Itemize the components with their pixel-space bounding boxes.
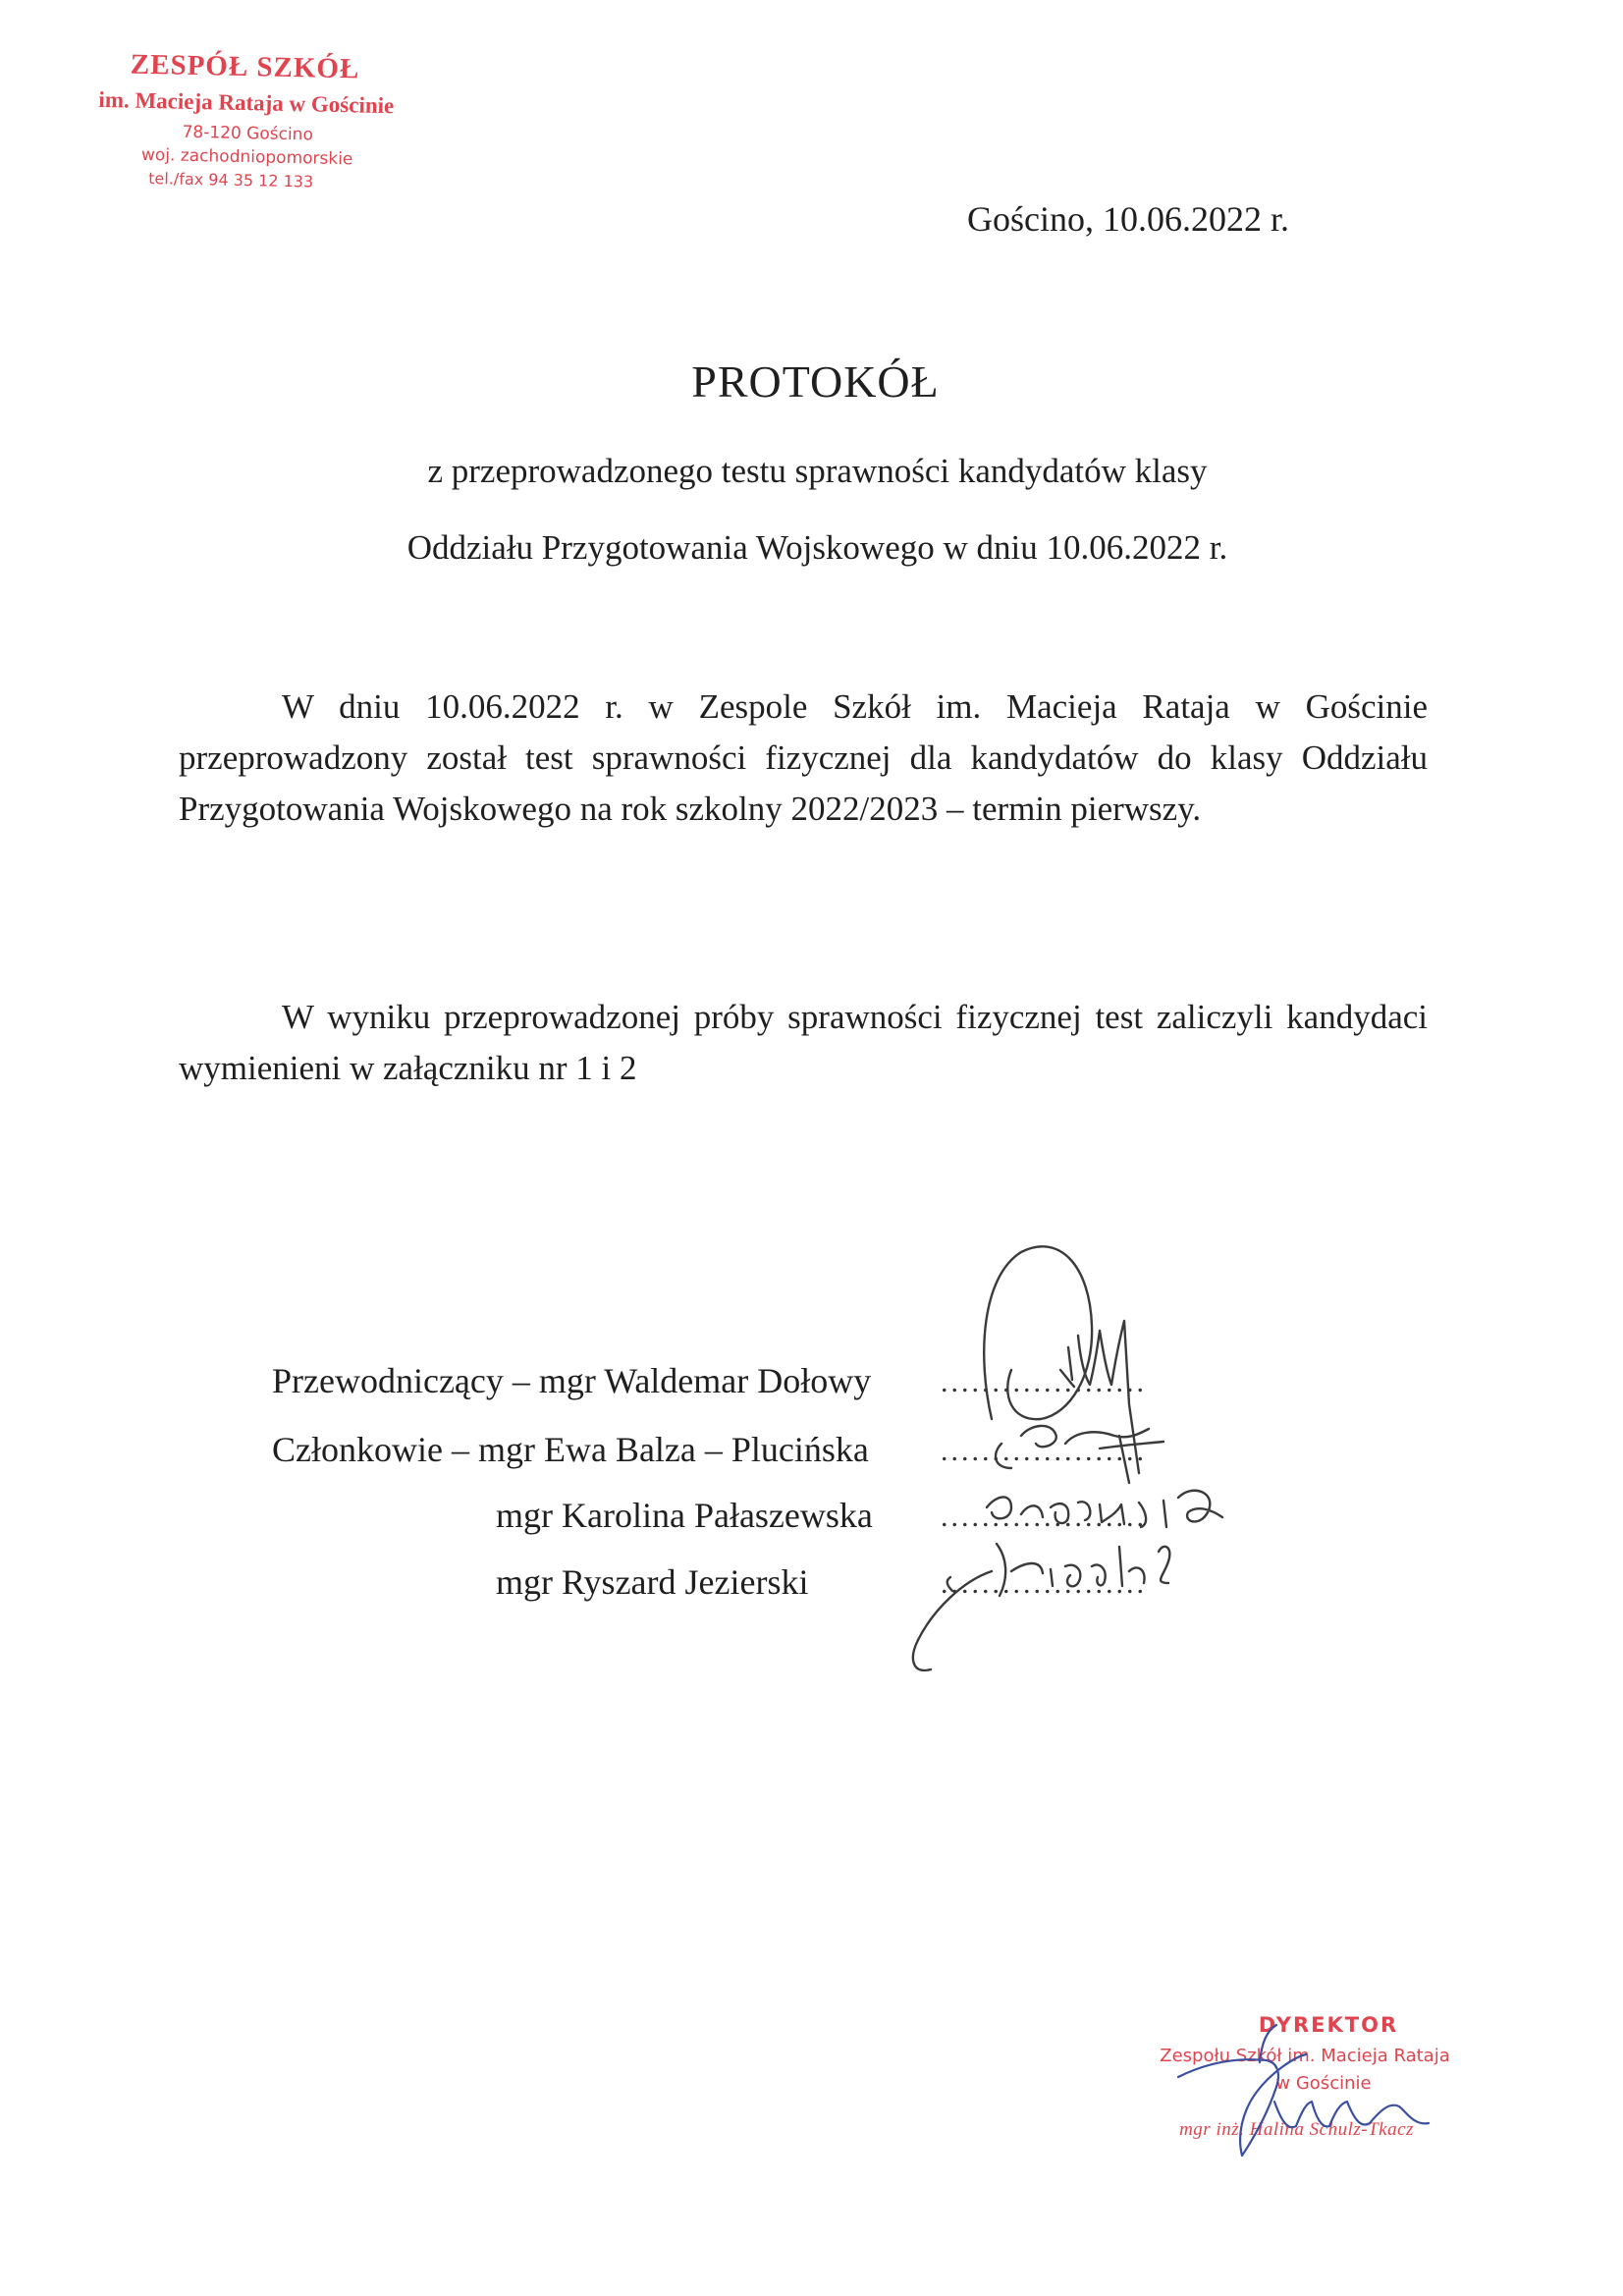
body-paragraph-1-text: W dniu 10.06.2022 r. w Zespole Szkół im. Macieja Rataja w Gościnie przeprowadzony został test sprawności fizycznej dla kandydatów do klasy Oddziału Przygotowania Wojskowego na rok szkolny 2022/2023 – termin pierwszy. [179,687,1428,828]
director-stamp-name: mgr inż. Halina Schulz-Tkacz [1179,2119,1414,2140]
body-paragraph-2-text: W wyniku przeprowadzonej próby sprawności fizycznej test zaliczyli kandydaci wymienieni w załączniku nr 1 i 2 [179,998,1428,1087]
school-stamp [54,47,430,202]
stamp-postal-address: 78-120 Gościno [182,122,314,145]
director-stamp-title: DYREKTOR [1258,2013,1399,2037]
signature-dots: .................... [941,1501,1147,1533]
stamp-school-patron: im. Macieja Rataja w Gościnie [98,86,395,119]
signature-dots: .................... [941,1435,1147,1467]
stamp-phone: tel./fax 94 35 12 133 [148,168,314,191]
director-stamp-school: Zespołu Szkół im. Macieja Rataja [1160,2046,1450,2066]
body-paragraph-1 [179,682,1428,835]
signature-dots: .................... [941,1567,1147,1600]
signature-dots: .................... [941,1366,1147,1398]
stamp-region: woj. zachodniopomorskie [140,144,353,170]
place-date: Gościno, 10.06.2022 r. [967,199,1289,239]
commission-role: Członkowie – mgr Ewa Balza – Plucińska [272,1430,869,1469]
document-subtitle-line2: Oddziału Przygotowania Wojskowego w dniu 10.06.2022 r. [406,528,1228,567]
stamp-school-name: ZESPÓŁ SZKÓŁ [130,48,360,85]
body-paragraph-2 [179,992,1428,1094]
document-title: PROTOKÓŁ [691,356,940,407]
commission-role: mgr Ryszard Jezierski [496,1562,809,1602]
commission-role: mgr Karolina Pałaszewska [496,1496,873,1535]
commission-role: Przewodniczący – mgr Waldemar Dołowy [272,1361,872,1400]
document-subtitle-line1: z przeprowadzonego testu sprawności kandydatów klasy [427,452,1208,490]
director-stamp [1127,2013,1471,2170]
director-stamp-town: w Gościnie [1275,2073,1372,2094]
